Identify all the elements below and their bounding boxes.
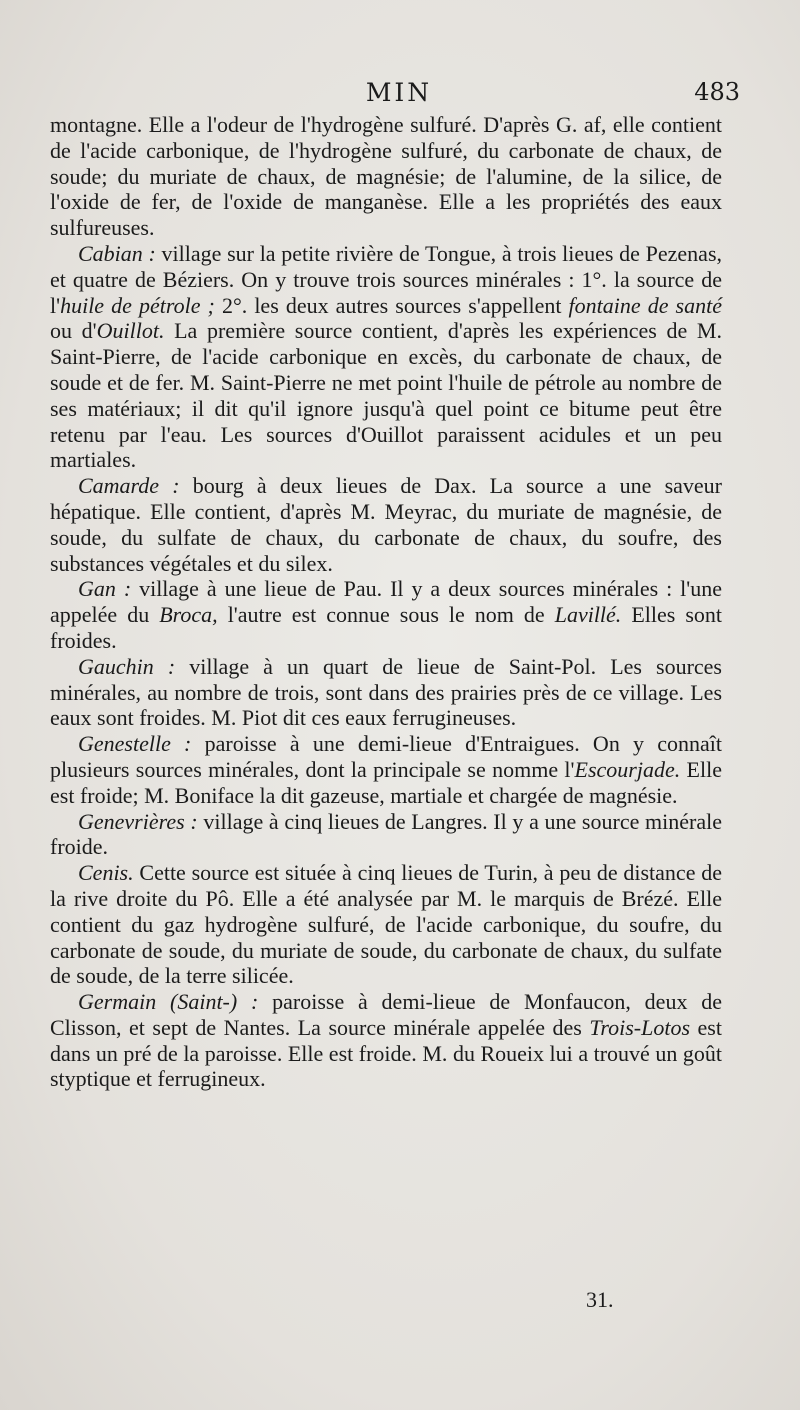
running-head: MIN xyxy=(365,78,433,107)
page-header xyxy=(58,78,740,108)
paragraph-continuation xyxy=(50,112,722,241)
entry-gan xyxy=(50,576,722,653)
italic-term: Ouillot. xyxy=(96,318,165,344)
entry-genevrieres xyxy=(50,809,722,861)
text-run: l'autre est connue sous le nom de xyxy=(217,602,555,628)
text-run: paroisse à demi-lieue de Monfaucon, deux de Clisson, et sept de Nantes. La source minérale appelée des xyxy=(50,989,722,1040)
text-run: village à cinq lieues de Langres. Il y a une source minérale froide. xyxy=(50,808,722,860)
text-run: Elles sont froides. xyxy=(50,602,723,653)
italic-term: Trois-Lotos xyxy=(589,1014,691,1040)
entry-lead: Gan : xyxy=(78,576,132,602)
text-run: 2°. les deux autres sources s'appellent xyxy=(214,292,569,318)
text-run: ou d' xyxy=(50,318,97,344)
entry-lead: Genevrières : xyxy=(78,808,198,834)
text-run: village à un quart de lieue de Saint-Pol. Les sources minérales, au nombre de trois, sont dans des prairies près de ce village. Les eaux sont froides. M. Piot dit ces eaux ferrugineuses. xyxy=(50,653,722,731)
entry-gauchin xyxy=(50,654,722,731)
entry-germain xyxy=(50,989,722,1092)
text-run: Cette source est située à cinq lieues de Turin, à peu de distance de la rive droite du Pô. Elle a été analysée par M. le marquis de Brézé. Elle contient du gaz hydrogène sulfuré, de l'acide carbonique, du soufre, du carbonate de soude, du muriate de soude, du carbonate de chaux, du sulfate de soude, de la terre silicée. xyxy=(50,860,722,989)
text-run: bourg à deux lieues de Dax. La source a une saveur hépatique. Elle contient, d'après M. Meyrac, du muriate de magnésie, de soude, du sulfate de chaux, du carbonate de chaux, du soufre, des substances végétales et du silex. xyxy=(50,473,722,576)
entry-cenis xyxy=(50,860,722,989)
entry-camarde xyxy=(50,473,722,576)
text-run: La première source contient, d'après les expériences de M. Saint-Pierre, de l'acide carbonique en excès, du carbonate de chaux, de soude et de fer. M. Saint-Pierre ne met point l'huile de pétrole au nombre de ses matériaux; il dit qu'il ignore jusqu'à quel point ce bitume peut être retenu par l'eau. Les sources d'Ouillot paraissent acidules et un peu martiales. xyxy=(50,318,722,473)
entry-genestelle xyxy=(50,731,722,808)
entry-lead: Cabian : xyxy=(78,240,156,266)
entry-lead: Genestelle : xyxy=(78,731,192,757)
entry-cabian xyxy=(50,241,722,473)
text-run: paroisse à une demi-lieue d'Entraigues. On y connaît plusieurs sources minérales, dont la principale se nomme l' xyxy=(50,731,723,782)
text-run: montagne. Elle a l'odeur de l'hydrogène sulfuré. D'après G. af, elle contient de l'acide carbonique, de l'hydrogène sulfuré, du carbonate de chaux, de soude; du muriate de chaux, de magnésie; de l'alumine, de la silice, de l'oxide de fer, de l'oxide de manganèse. Elle a les propriétés des eaux sulfureuses. xyxy=(50,112,722,241)
page-number: 483 xyxy=(694,78,740,106)
italic-term: Escourjade. xyxy=(574,756,681,782)
signature-mark: 31. xyxy=(586,1287,614,1312)
text-run: est dans un pré de la paroisse. Elle est froide. M. du Roueix lui a trouvé un goût styptique et ferrugineux. xyxy=(50,1014,722,1092)
italic-term: Broca, xyxy=(159,602,218,628)
entry-lead: Germain (Saint-) : xyxy=(78,989,259,1015)
body-text xyxy=(50,112,722,1092)
text-run: village sur la petite rivière de Tongue, à trois lieues de Pezenas, et quatre de Béziers. On y trouve trois sources minérales : 1°. la source de l' xyxy=(50,240,723,318)
text-run: village à une lieue de Pau. Il y a deux sources minérales : l'une appelée du xyxy=(50,576,722,628)
text-run: Elle est froide; M. Boniface la dit gazeuse, martiale et chargée de magnésie. xyxy=(50,756,722,808)
italic-term: huile de pétrole ; xyxy=(60,292,215,318)
entry-lead: Cenis. xyxy=(78,860,134,886)
entry-lead: Gauchin : xyxy=(78,653,176,679)
entry-lead: Camarde : xyxy=(78,473,180,499)
italic-term: fontaine de santé xyxy=(568,292,722,318)
italic-term: Lavillé. xyxy=(554,602,622,628)
